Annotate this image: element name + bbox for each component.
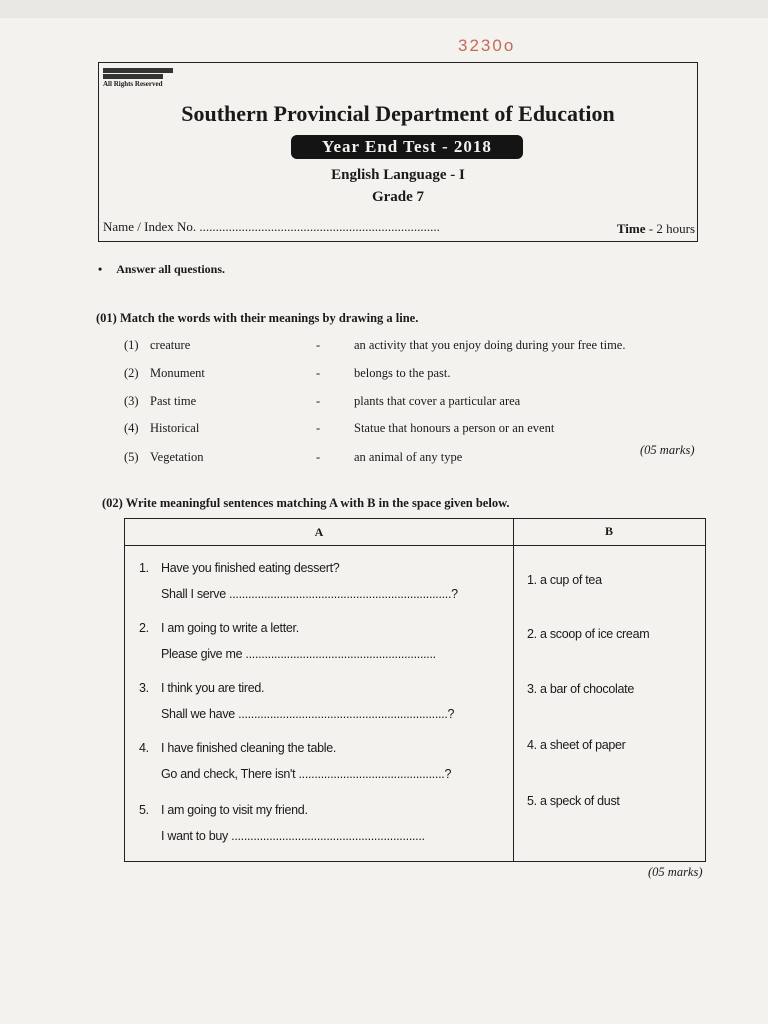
question-2-title: (02) Write meaningful sentences matching A with B in the space given below. — [102, 496, 510, 510]
match-word: Historical — [150, 421, 200, 435]
a-item-sentence: Have you finished eating dessert? — [161, 561, 340, 575]
match-word: creature — [150, 338, 191, 352]
a-item — [125, 803, 513, 847]
match-dash: - — [316, 421, 321, 435]
instruction-text: Answer all questions. — [116, 262, 225, 276]
a-item-sentence: I am going to visit my friend. — [161, 803, 308, 817]
bullet-icon: • — [98, 262, 103, 276]
grade-label: Grade 7 — [371, 189, 425, 205]
a-item-blank[interactable]: Please give me ............................................................ — [161, 647, 436, 661]
match-dash: - — [316, 366, 321, 380]
match-dash: - — [316, 338, 321, 352]
a-item — [125, 741, 513, 785]
time-label: Time — [616, 221, 646, 236]
match-number: (5) — [124, 450, 139, 464]
a-item-sentence: I think you are tired. — [161, 681, 265, 695]
a-item-blank[interactable]: Shall we have ..................................................................? — [161, 707, 455, 721]
column-a-header: A — [314, 525, 324, 539]
instruction — [98, 262, 225, 277]
match-word: Past time — [150, 394, 197, 408]
match-row — [0, 338, 768, 358]
column-b-header: B — [604, 524, 613, 538]
match-number: (1) — [124, 338, 139, 352]
matching-table — [124, 518, 706, 862]
copyright-notice — [103, 67, 193, 88]
match-number: (4) — [124, 421, 139, 435]
question-1-marks: (05 marks) — [640, 443, 695, 457]
match-row — [0, 394, 768, 414]
match-dash: - — [316, 394, 321, 408]
a-item-number: 1. — [139, 561, 149, 575]
a-item-sentence: I have finished cleaning the table. — [161, 741, 337, 755]
department-title: Southern Provincial Department of Education — [181, 101, 615, 126]
a-item-number: 2. — [139, 621, 149, 635]
name-index-field[interactable]: Name / Index No. .......................................................................... — [103, 219, 440, 234]
a-item-number: 4. — [139, 741, 149, 755]
a-item — [125, 561, 513, 605]
a-item-sentence: I am going to write a letter. — [161, 621, 299, 635]
time-value: - 2 hours — [648, 221, 695, 236]
match-word: Monument — [150, 366, 205, 380]
match-meaning: an animal of any type — [354, 450, 463, 464]
a-item-blank[interactable]: Shall I serve ......................................................................? — [161, 587, 458, 601]
a-item-number: 5. — [139, 803, 149, 817]
match-row — [0, 421, 768, 441]
a-item — [125, 621, 513, 665]
match-meaning: plants that cover a particular area — [354, 394, 521, 408]
time-allowed — [617, 221, 695, 237]
column-divider — [513, 519, 514, 861]
question-1-title: (01) Match the words with their meanings by drawing a line. — [96, 311, 419, 325]
a-item — [125, 681, 513, 725]
match-meaning: an activity that you enjoy doing during your free time. — [354, 338, 626, 352]
b-item: 4. a sheet of paper — [527, 738, 626, 752]
b-item: 5. a speck of dust — [527, 794, 620, 808]
match-meaning: belongs to the past. — [354, 366, 451, 380]
match-word: Vegetation — [150, 450, 204, 464]
header-divider — [125, 545, 705, 546]
b-item: 1. a cup of tea — [527, 573, 602, 587]
b-item: 3. a bar of chocolate — [527, 682, 634, 696]
test-banner: Year End Test - 2018 — [291, 135, 523, 159]
b-item: 2. a scoop of ice cream — [527, 627, 650, 641]
match-number: (2) — [124, 366, 139, 380]
subject-title: English Language - I — [331, 167, 465, 183]
a-item-blank[interactable]: I want to buy ............................................................. — [161, 829, 425, 843]
match-dash: - — [316, 450, 321, 464]
sinhala-text-mark — [103, 68, 173, 73]
match-meaning: Statue that honours a person or an event — [354, 421, 555, 435]
a-item-number: 3. — [139, 681, 149, 695]
a-item-blank[interactable]: Go and check, There isn't ..............................................? — [161, 767, 452, 781]
match-row — [0, 366, 768, 386]
stamp-number: 3230o — [458, 36, 516, 55]
rights-text: All Rights Reserved — [103, 80, 163, 88]
tamil-text-mark — [103, 74, 163, 79]
question-2-marks: (05 marks) — [648, 865, 703, 879]
match-number: (3) — [124, 394, 139, 408]
exam-header — [98, 62, 698, 242]
